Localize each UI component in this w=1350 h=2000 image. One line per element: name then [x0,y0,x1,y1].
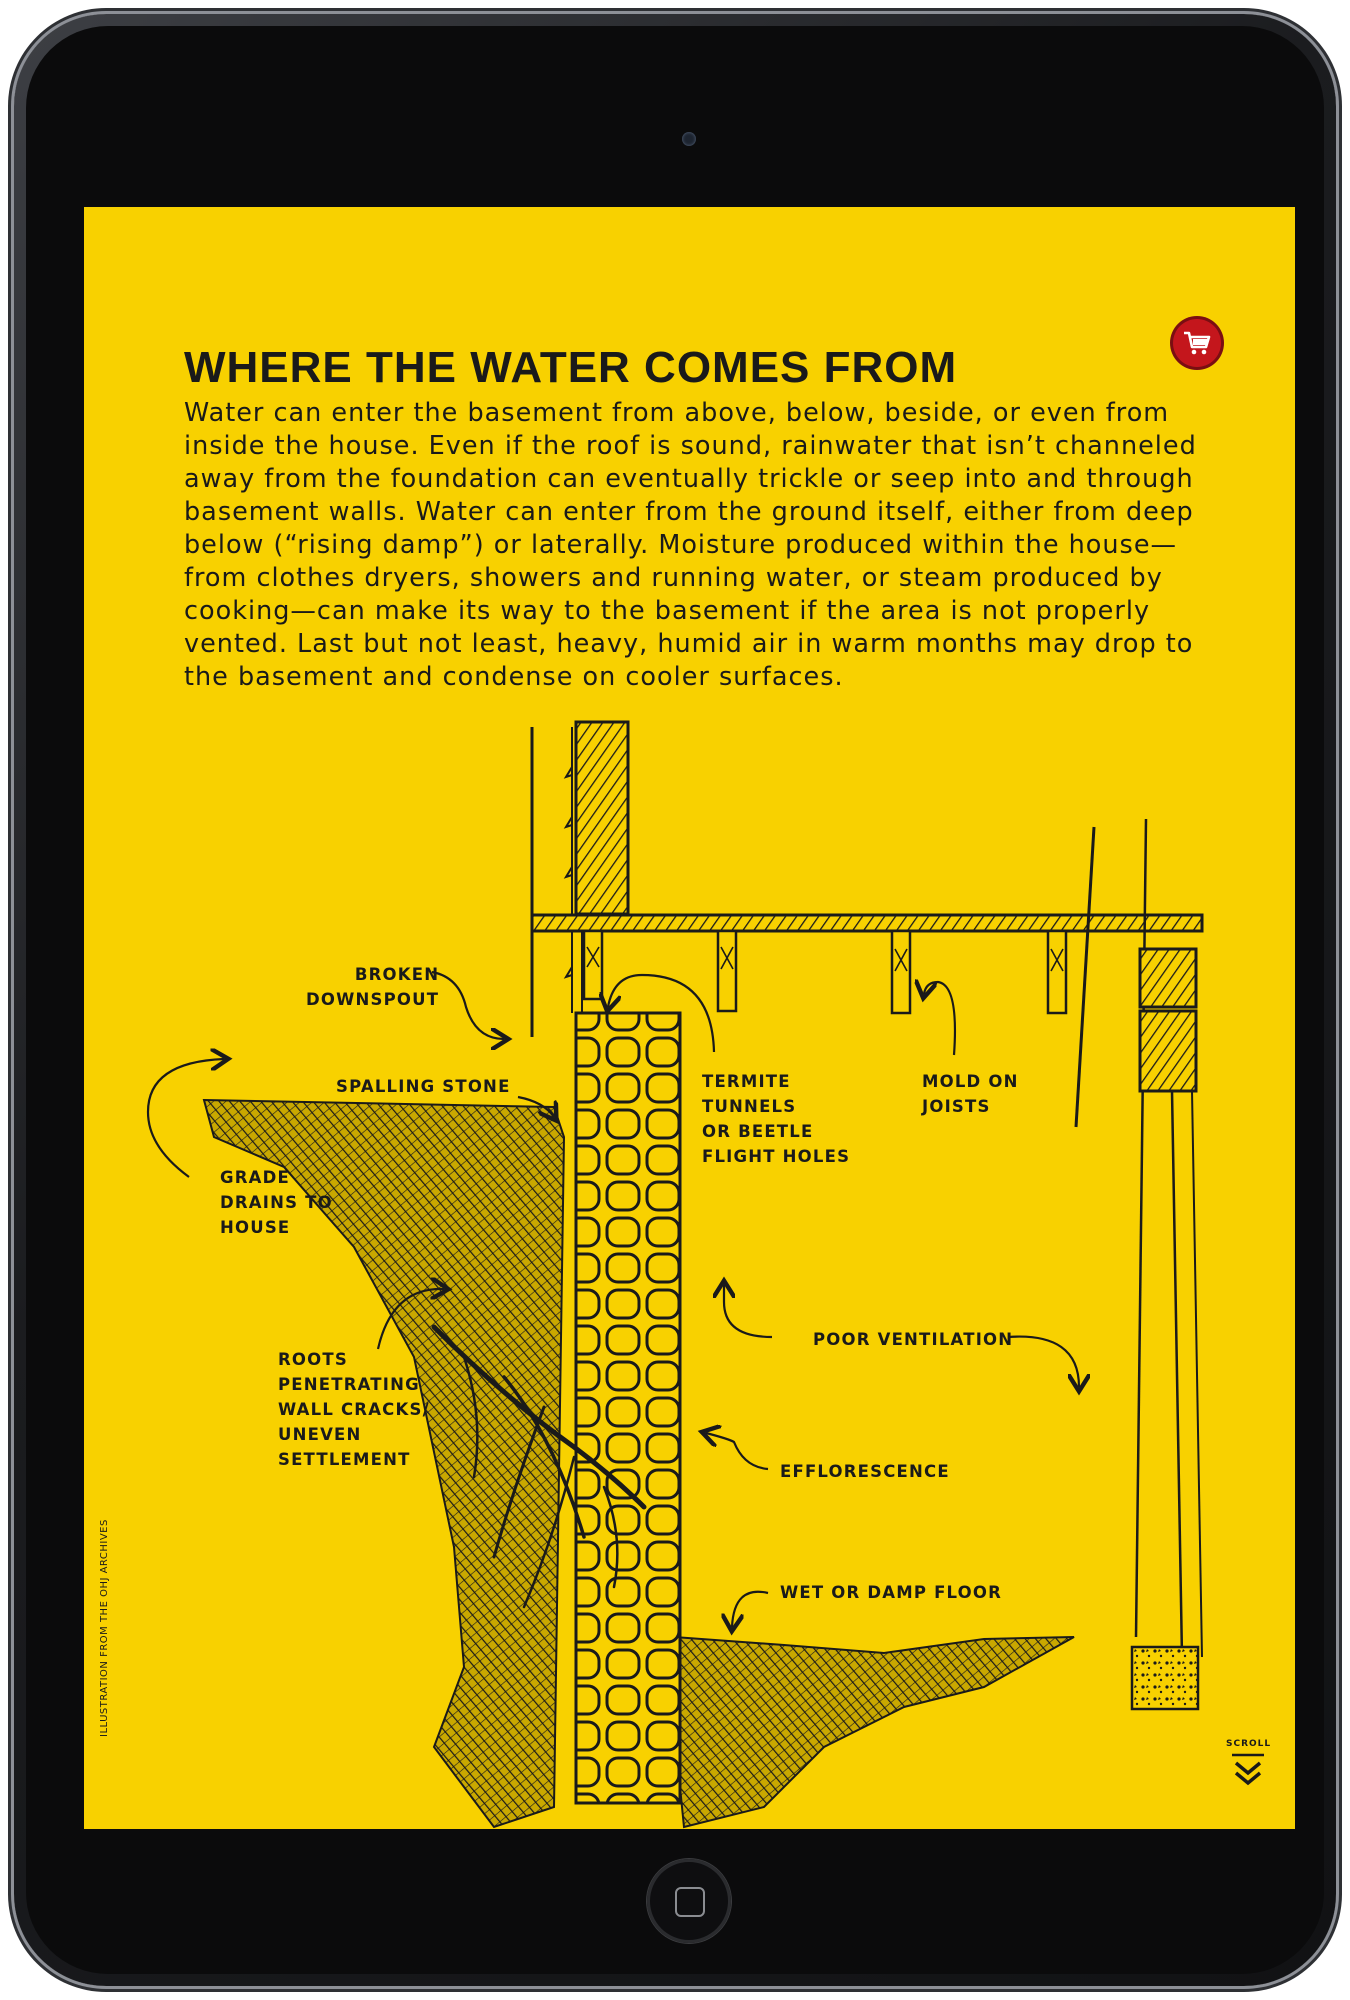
illustration-credit: ILLUSTRATION FROM THE OHJ ARCHIVES [99,1519,110,1737]
label-grade-drains: GRADE DRAINS TO HOUSE [220,1168,333,1237]
double-chevron-down-icon [1230,1753,1266,1787]
label-spalling-stone: SPALLING STONE [336,1077,511,1096]
page-title: WHERE THE WATER COMES FROM [184,343,958,392]
label-wet-floor: WET OR DAMP FLOOR [780,1583,1003,1602]
label-roots: ROOTS PENETRATING WALL CRACKS/ UNEVEN SETTLEMENT [278,1350,430,1469]
label-mold-on-joists: MOLD ON JOISTS [922,1072,1019,1116]
label-poor-ventilation: POOR VENTILATION [813,1330,1014,1349]
scroll-indicator[interactable] [1226,1739,1270,1799]
tablet-frame [14,14,1336,1986]
label-efflorescence: EFFLORESCENCE [780,1462,950,1481]
label-termite-tunnels: TERMITE TUNNELS OR BEETLE FLIGHT HOLES [702,1072,851,1166]
stone-foundation [576,1013,680,1803]
soil-under-floor [674,1637,1074,1827]
basement-cross-section-illustration [84,207,1295,1829]
home-square-icon [675,1887,705,1917]
camera-icon [682,132,696,146]
interior-wall [1076,819,1202,1709]
screen [84,207,1295,1829]
article-body: Water can enter the basement from above, below, beside, or even from inside the house. Even if the roof is sound, rainwater that isn’t channeled away from the foundation can eventually trickle or seep into and through basement walls. Water can enter from the ground itself, either from deep below (“rising damp”) or laterally. Moisture produced within the house—from clothes dryers, showers and running water, or steam produced by cooking—can make its way to the basement if the area is not properly vented. Last but not least, heavy, humid air in warm months may drop to the basement and condense on cooler surfaces. [184,398,1197,692]
scroll-label: SCROLL [1226,1739,1272,1749]
label-broken-downspout: BROKEN DOWNSPOUT [306,965,440,1009]
home-button[interactable] [647,1859,731,1943]
floor-joists [532,915,1202,1013]
